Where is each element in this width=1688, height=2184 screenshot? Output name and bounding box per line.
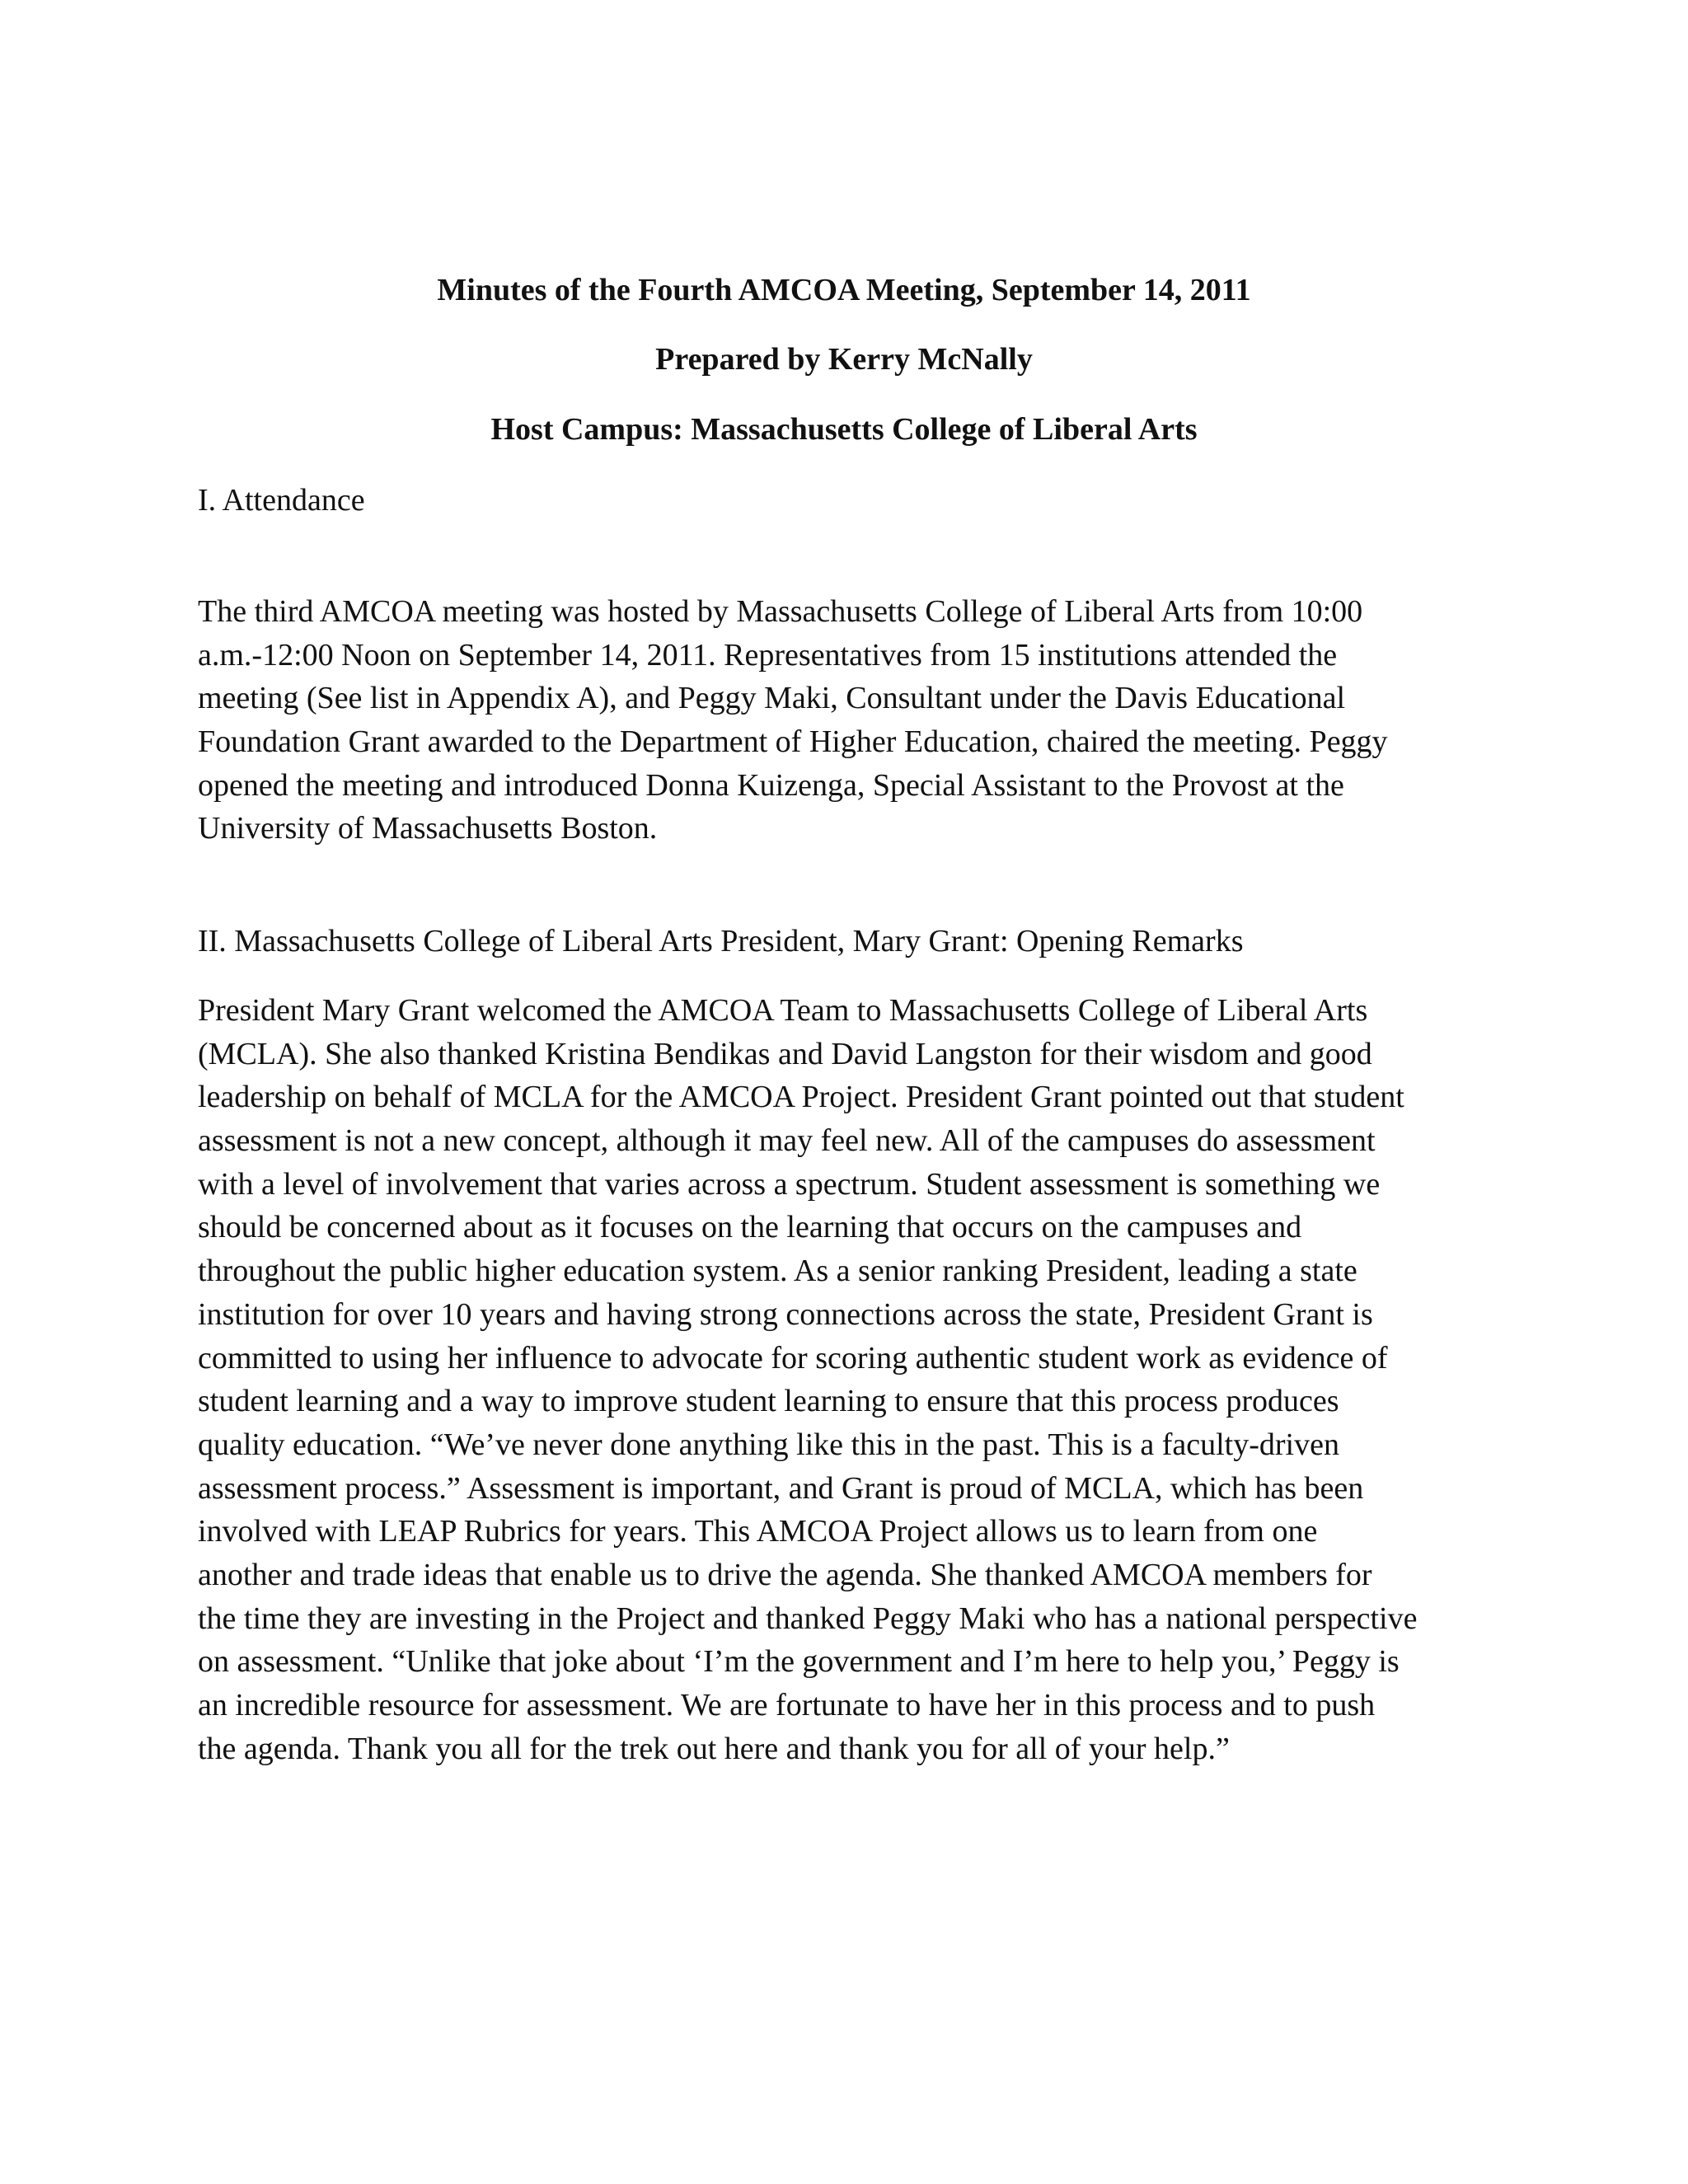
- paragraph-line: The third AMCOA meeting was hosted by Massachusetts College of Liberal Arts from 10:00: [198, 594, 1363, 629]
- paragraph-line: should be concerned about as it focuses on the learning that occurs on the campuses and: [198, 1210, 1302, 1245]
- paragraph-line: meeting (See list in Appendix A), and Peggy Maki, Consultant under the Davis Educational: [198, 681, 1346, 716]
- paragraph-line: opened the meeting and introduced Donna Kuizenga, Special Assistant to the Provost at the: [198, 767, 1344, 803]
- paragraph-line: institution for over 10 years and having strong connections across the state, President Grant is: [198, 1296, 1373, 1332]
- paragraph-line: involved with LEAP Rubrics for years. This AMCOA Project allows us to learn from one: [198, 1514, 1318, 1549]
- paragraph-line: assessment is not a new concept, although it may feel new. All of the campuses do assessment: [198, 1123, 1376, 1159]
- paragraph-line: throughout the public higher education system. As a senior ranking President, leading a state: [198, 1254, 1357, 1289]
- paragraph-line: President Mary Grant welcomed the AMCOA Team to Massachusetts College of Liberal Arts: [198, 993, 1368, 1028]
- paragraph-line: the agenda. Thank you all for the trek out here and thank you for all of your help.”: [198, 1731, 1230, 1766]
- paragraph-attendance: [198, 590, 1517, 851]
- paragraph-line: assessment process.” Assessment is important, and Grant is proud of MCLA, which has been: [198, 1470, 1364, 1506]
- document-title: Minutes of the Fourth AMCOA Meeting, September 14, 2011: [437, 273, 1251, 307]
- paragraph-line: another and trade ideas that enable us to drive the agenda. She thanked AMCOA members for: [198, 1557, 1372, 1592]
- paragraph-line: student learning and a way to improve student learning to ensure that this process produces: [198, 1384, 1339, 1419]
- paragraph-line: with a level of involvement that varies across a spectrum. Student assessment is something we: [198, 1166, 1381, 1202]
- paragraph-line: on assessment. “Unlike that joke about ‘I’m the government and I’m here to help you,’ Peggy is: [198, 1644, 1400, 1680]
- document-author: Prepared by Kerry McNally: [655, 342, 1033, 377]
- section-heading-attendance: I. Attendance: [198, 483, 365, 518]
- paragraph-opening-remarks: [198, 989, 1517, 1770]
- paragraph-line: University of Massachusetts Boston.: [198, 811, 658, 846]
- paragraph-line: committed to using her influence to advocate for scoring authentic student work as evidence of: [198, 1340, 1388, 1376]
- paragraph-line: quality education. “We’ve never done anything like this in the past. This is a faculty-driven: [198, 1427, 1339, 1462]
- paragraph-line: Foundation Grant awarded to the Department of Higher Education, chaired the meeting. Peggy: [198, 724, 1388, 760]
- paragraph-line: the time they are investing in the Project and thanked Peggy Maki who has a national perspective: [198, 1601, 1418, 1636]
- document-host-campus: Host Campus: Massachusetts College of Liberal Arts: [490, 412, 1198, 447]
- paragraph-line: a.m.-12:00 Noon on September 14, 2011. Representatives from 15 institutions attended the: [198, 637, 1338, 673]
- paragraph-line: leadership on behalf of MCLA for the AMCOA Project. President Grant pointed out that student: [198, 1080, 1404, 1115]
- section-heading-opening-remarks: II. Massachusetts College of Liberal Arts President, Mary Grant: Opening Remarks: [198, 924, 1244, 958]
- paragraph-line: an incredible resource for assessment. We are fortunate to have her in this process and to push: [198, 1688, 1376, 1722]
- paragraph-line: (MCLA). She also thanked Kristina Bendikas and David Langston for their wisdom and good: [198, 1036, 1372, 1071]
